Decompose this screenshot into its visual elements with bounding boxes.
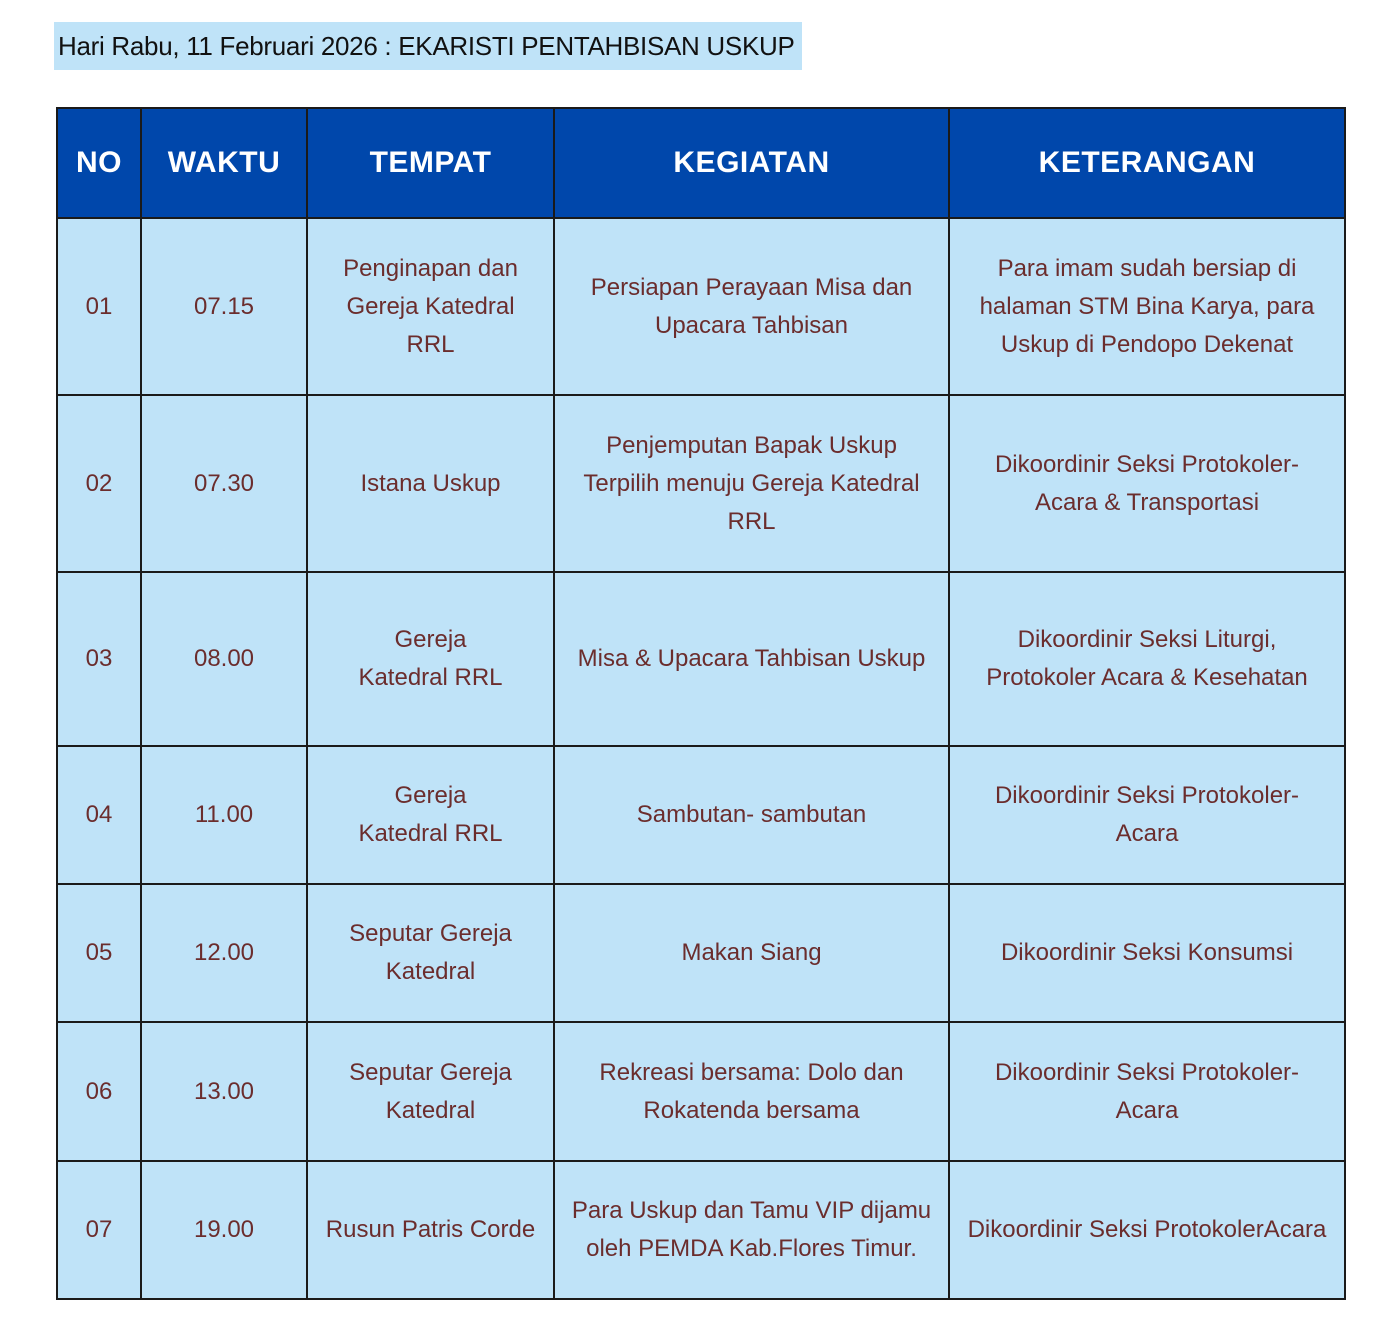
cell-tempat: Istana Uskup [307, 395, 554, 572]
cell-kegiatan: Penjemputan Bapak Uskup Terpilih menuju Gereja Katedral RRL [554, 395, 949, 572]
header-keterangan: KETERANGAN [949, 108, 1345, 218]
cell-keterangan: Dikoordinir Seksi Protokoler- Acara [949, 1022, 1345, 1161]
table-row [57, 884, 1345, 1022]
table-row [57, 1022, 1345, 1161]
cell-tempat: Seputar Gereja Katedral [307, 884, 554, 1022]
cell-no: 01 [57, 218, 141, 395]
cell-kegiatan: Makan Siang [554, 884, 949, 1022]
cell-tempat: Penginapan dan Gereja Katedral RRL [307, 218, 554, 395]
cell-kegiatan: Rekreasi bersama: Dolo dan Rokatenda bersama [554, 1022, 949, 1161]
table-header [57, 108, 1345, 218]
header-tempat: TEMPAT [307, 108, 554, 218]
cell-no: 04 [57, 746, 141, 884]
cell-no: 05 [57, 884, 141, 1022]
cell-no: 03 [57, 572, 141, 746]
cell-no: 07 [57, 1161, 141, 1299]
cell-tempat: Gereja Katedral RRL [307, 572, 554, 746]
header-kegiatan: KEGIATAN [554, 108, 949, 218]
cell-tempat: Rusun Patris Corde [307, 1161, 554, 1299]
header-no: NO [57, 108, 141, 218]
cell-tempat: Gereja Katedral RRL [307, 746, 554, 884]
cell-kegiatan: Persiapan Perayaan Misa dan Upacara Tahbisan [554, 218, 949, 395]
cell-keterangan: Dikoordinir Seksi ProtokolerAcara [949, 1161, 1345, 1299]
header-row [57, 108, 1345, 218]
table-row [57, 746, 1345, 884]
cell-waktu: 07.15 [141, 218, 307, 395]
cell-waktu: 08.00 [141, 572, 307, 746]
table-row [57, 218, 1345, 395]
table-row [57, 395, 1345, 572]
cell-kegiatan: Para Uskup dan Tamu VIP dijamu oleh PEMDA Kab.Flores Timur. [554, 1161, 949, 1299]
header-waktu: WAKTU [141, 108, 307, 218]
cell-kegiatan: Sambutan- sambutan [554, 746, 949, 884]
cell-waktu: 13.00 [141, 1022, 307, 1161]
cell-keterangan: Dikoordinir Seksi Protokoler- Acara [949, 746, 1345, 884]
table-row [57, 572, 1345, 746]
page-title: Hari Rabu, 11 Februari 2026 : EKARISTI PENTAHBISAN USKUP [54, 22, 802, 70]
cell-waktu: 19.00 [141, 1161, 307, 1299]
cell-waktu: 07.30 [141, 395, 307, 572]
cell-kegiatan: Misa & Upacara Tahbisan Uskup [554, 572, 949, 746]
table-row [57, 1161, 1345, 1299]
cell-no: 02 [57, 395, 141, 572]
cell-waktu: 12.00 [141, 884, 307, 1022]
cell-keterangan: Para imam sudah bersiap di halaman STM Bina Karya, para Uskup di Pendopo Dekenat [949, 218, 1345, 395]
cell-no: 06 [57, 1022, 141, 1161]
cell-keterangan: Dikoordinir Seksi Konsumsi [949, 884, 1345, 1022]
cell-keterangan: Dikoordinir Seksi Protokoler- Acara & Transportasi [949, 395, 1345, 572]
cell-tempat: Seputar Gereja Katedral [307, 1022, 554, 1161]
cell-waktu: 11.00 [141, 746, 307, 884]
cell-keterangan: Dikoordinir Seksi Liturgi, Protokoler Acara & Kesehatan [949, 572, 1345, 746]
table-body [57, 218, 1345, 1299]
schedule-table [56, 107, 1346, 1300]
